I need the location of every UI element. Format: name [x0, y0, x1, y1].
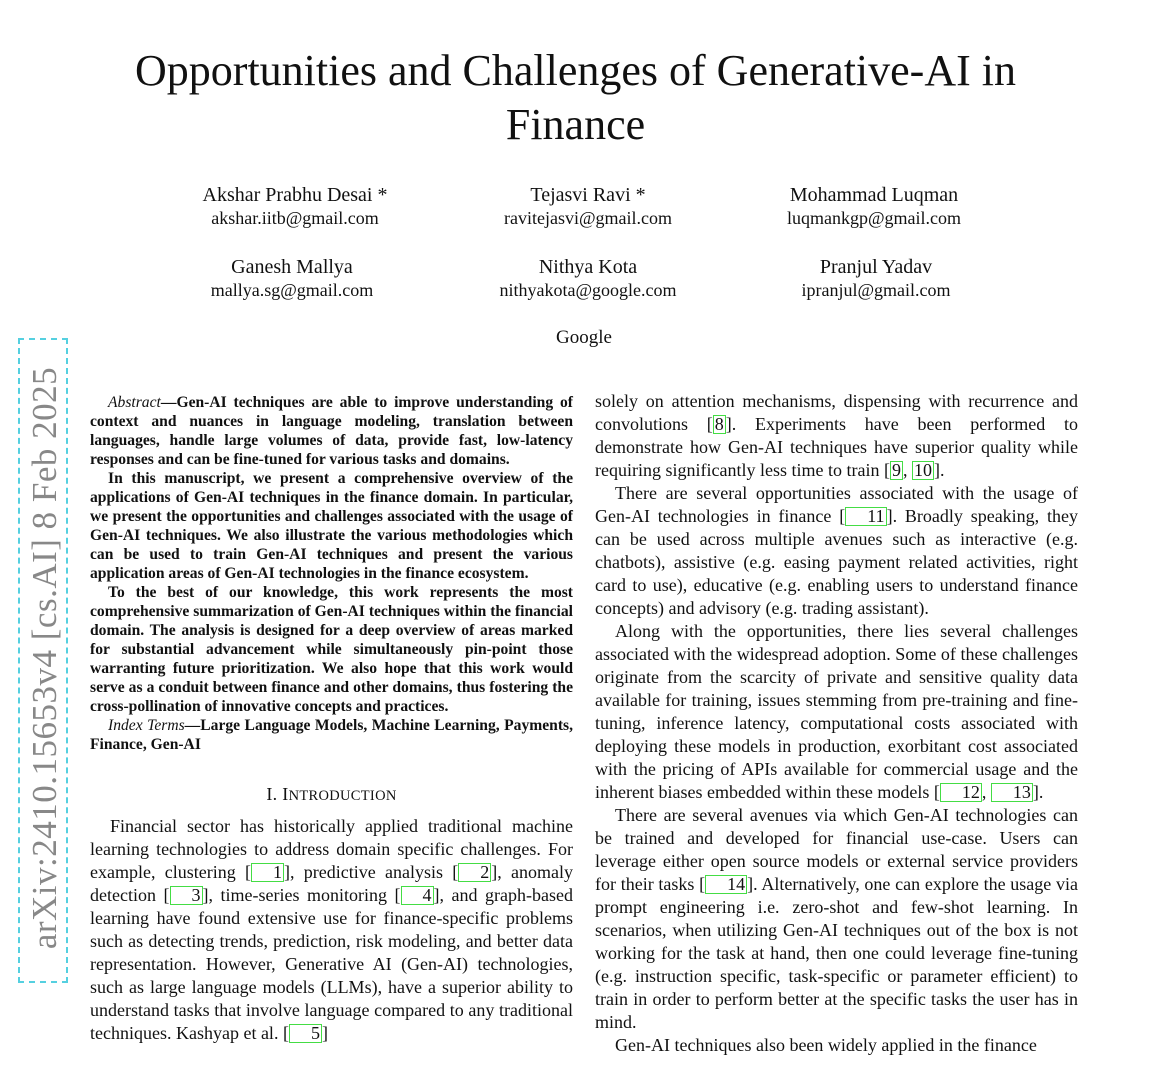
body-paragraph: Financial sector has historically applied traditional machine learning technologies to address domain specific challenges. For example, clustering [ 1 ], predictive analysis [ 2 ], anomaly detection [ 3 ], time-series monitoring [ 4 ], and graph-based learning have found extensive use for finance-specific problems such as detecting trends, prediction, risk modeling, and better data representation. However, Generative AI (Gen-AI) technologies, such as large language models (LLMs), have a superior ability to understand tasks that involve language compared to any traditional techniques. Kashyap et al. [ 5 ] [90, 816, 573, 1043]
author-block [145, 183, 445, 229]
citation-link[interactable]: 3 [170, 886, 203, 905]
abstract-text: —Gen-AI techniques are able to improve understanding of context and nuances in language modeling, translation between languages, handle large volumes of data, provide fast, low-latency responses and can be fine-tuned for various tasks and domains. [90, 394, 573, 468]
body-paragraph: There are several avenues via which Gen-AI technologies can be trained and developed for financial use-case. Users can leverage either open source models or external service providers for their tasks [ 14 ]. Alternatively, one can explore the usage via prompt engineering i.e. zero-shot and few-shot learning. In scenarios, when utilizing Gen-AI techniques out of the box is not working for the task at hand, then one could leverage fine-tuning (e.g. instruction specific, task-specific or parameter efficient) to train in order to perform better at the specific tasks the user has in mind. [595, 805, 1078, 1032]
author-email[interactable]: ravitejasvi@gmail.com [503, 208, 673, 228]
author-block [726, 255, 1026, 301]
citation-link[interactable]: 13 [991, 783, 1033, 802]
section-title-initial: I [282, 784, 289, 804]
section-number: I. [266, 784, 278, 804]
left-column [90, 393, 573, 1045]
author-name: Ganesh Mallya [231, 256, 353, 278]
affiliation: Google [556, 327, 612, 348]
paper-title [0, 44, 1151, 152]
abstract-label: Abstract [108, 394, 161, 411]
citation-link[interactable]: 10 [913, 460, 932, 480]
author-email[interactable]: ipranjul@gmail.com [801, 280, 951, 300]
author-name: Nithya Kota [538, 256, 638, 278]
index-terms [90, 716, 573, 754]
citation-link[interactable]: 11 [845, 507, 886, 526]
author-name: Mohammad Luqman [789, 184, 959, 206]
body-paragraph: Gen-AI techniques also been widely applied in the finance [615, 1035, 1037, 1055]
author-email[interactable]: nithyakota@google.com [499, 280, 677, 300]
body-paragraph: There are several opportunities associated with the usage of Gen-AI technologies in finance [ 11 ]. Broadly speaking, they can be used across multiple avenues such as interactive (e.g. chatbots), assistive (e.g. easing payment related activities, right card to use), educative (e.g. enabling users to understand finance concepts) and advisory (e.g. trading assistant). [595, 483, 1078, 618]
section-title-rest: NTRODUCTION [288, 788, 397, 804]
section-heading [90, 784, 573, 805]
citation-link[interactable]: 12 [940, 783, 982, 802]
citation-link[interactable]: 8 [714, 414, 724, 434]
body-paragraph: solely on attention mechanisms, dispensing with recurrence and convolutions [ 8 ]. Experiments have been performed to demonstrate how Gen-AI techniques have superior quality while requiring significantly less time to train [ 9 , 10 ]. [595, 391, 1078, 480]
author-block [142, 255, 442, 301]
author-email[interactable]: mallya.sg@gmail.com [210, 280, 374, 300]
right-column [595, 390, 1078, 1057]
title-line-2: Finance [505, 100, 646, 149]
arxiv-stamp[interactable]: arXiv:2410.15653v4 [cs.AI] 8 Feb 2025 [25, 366, 64, 950]
author-name: Akshar Prabhu Desai * [202, 184, 388, 206]
author-block [724, 183, 1024, 229]
author-name: Tejasvi Ravi * [530, 184, 646, 206]
title-line-1: Opportunities and Challenges of Generative-AI in [135, 46, 1016, 95]
abstract-paragraph: To the best of our knowledge, this work represents the most comprehensive summarization of Gen-AI techniques within the financial domain. The analysis is designed for a deep overview of areas marked for substantial advancement while simultaneously pin-point those warranting future prioritization. We also hope that this work would serve as a conduit between finance and other domains, thus fostering the cross-pollination of innovative concepts and practices. [90, 584, 573, 715]
citation-link[interactable]: 9 [891, 460, 901, 480]
body-paragraph: Along with the opportunities, there lies several challenges associated with the widespread adoption. Some of these challenges originate from the scarcity of private and sensitive quality data available for training, issues stemming from pre-training and fine-tuning, inference latency, computational costs associated with deploying these models in production, exorbitant cost associated with the pricing of APIs available for commercial usage and the inherent biases embedded within these models [ 12 , 13 ]. [595, 621, 1078, 802]
author-name: Pranjul Yadav [819, 256, 933, 278]
index-terms-label: Index Terms [108, 717, 185, 734]
citation-link[interactable]: 1 [251, 863, 284, 882]
author-block [438, 255, 738, 301]
author-email[interactable]: akshar.iitb@gmail.com [211, 208, 379, 228]
citation-link[interactable]: 4 [401, 886, 434, 905]
author-email[interactable]: luqmankgp@gmail.com [786, 208, 962, 228]
index-terms-text: —Large Language Models, Machine Learning, Payments, Finance, Gen-AI [90, 717, 573, 753]
citation-link[interactable]: 2 [458, 863, 491, 882]
author-block [438, 183, 738, 229]
abstract-paragraph [90, 393, 573, 469]
abstract-paragraph: In this manuscript, we present a comprehensive overview of the applications of Gen-AI techniques in the finance domain. In particular, we present the opportunities and challenges associated with the usage of Gen-AI techniques. We also illustrate the various methodologies which can be used to train Gen-AI techniques and present the various application areas of Gen-AI technologies in the finance ecosystem. [90, 470, 573, 582]
citation-link[interactable]: 14 [705, 875, 747, 894]
citation-link[interactable]: 5 [289, 1024, 322, 1043]
